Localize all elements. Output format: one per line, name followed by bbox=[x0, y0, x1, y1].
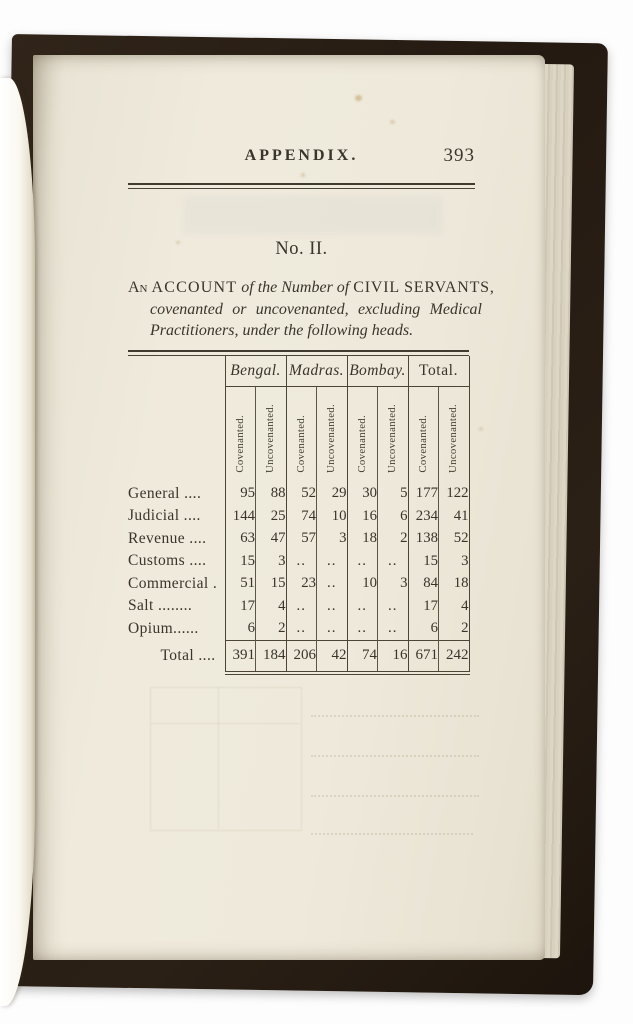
table-cell: 29 bbox=[317, 483, 348, 506]
title-civil-servants: CIVIL SERVANTS, bbox=[353, 279, 495, 296]
table-cell: 3 bbox=[378, 573, 409, 596]
table-cell: 2 bbox=[256, 618, 287, 641]
table-cell: 5 bbox=[378, 483, 409, 506]
total-cell: 391 bbox=[225, 640, 256, 673]
showthrough-leader bbox=[311, 833, 473, 835]
subheader-label: Covenanted. bbox=[355, 415, 368, 473]
table-cell: 74 bbox=[286, 505, 317, 528]
subheader-cell bbox=[256, 386, 287, 483]
subheader-cell bbox=[347, 386, 378, 483]
table-cell: 4 bbox=[439, 595, 470, 618]
title-lead: An bbox=[128, 279, 148, 296]
row-label: Judicial .... bbox=[128, 507, 201, 525]
account-title-line1 bbox=[128, 277, 495, 299]
table-cell: 15 bbox=[256, 573, 287, 596]
total-cell: 206 bbox=[286, 640, 317, 673]
row-label: Salt ........ bbox=[128, 597, 193, 615]
table-cell: 2 bbox=[378, 528, 409, 551]
corner-cell bbox=[128, 386, 225, 483]
table-cell: 122 bbox=[439, 483, 470, 506]
row-label: Customs .... bbox=[128, 552, 207, 570]
table-cell: 3 bbox=[317, 528, 348, 551]
table-cell: 23 bbox=[286, 573, 317, 596]
subheader-cell bbox=[317, 386, 348, 483]
table-cell: 18 bbox=[439, 573, 470, 596]
table-row bbox=[128, 618, 469, 641]
table-cell: 15 bbox=[225, 550, 256, 573]
foxing-spot bbox=[390, 120, 395, 124]
facing-page-edge bbox=[0, 78, 35, 1006]
table-cell: 138 bbox=[408, 528, 439, 551]
subheader-cell bbox=[286, 386, 317, 483]
subheader-label: Covenanted. bbox=[233, 415, 246, 473]
row-label: General .... bbox=[128, 484, 202, 502]
row-label: Commercial . bbox=[128, 574, 218, 592]
subheader-cell bbox=[408, 386, 439, 483]
account-table-wrap bbox=[128, 350, 469, 675]
showthrough-leader bbox=[311, 715, 479, 717]
table-cell: .. bbox=[347, 550, 378, 573]
table-cell: 15 bbox=[408, 550, 439, 573]
table-cell: 95 bbox=[225, 483, 256, 506]
table-cell: 51 bbox=[225, 573, 256, 596]
table-cell: 41 bbox=[439, 505, 470, 528]
table-cell: 3 bbox=[439, 550, 470, 573]
subheader-cell bbox=[439, 386, 470, 483]
table-row bbox=[128, 573, 469, 596]
total-cell: 184 bbox=[256, 640, 287, 673]
table-cell: 6 bbox=[225, 618, 256, 641]
group-madras: Madras. bbox=[286, 356, 347, 387]
table-cell: 47 bbox=[256, 528, 287, 551]
table-cell: .. bbox=[317, 550, 348, 573]
table-cell: 17 bbox=[225, 595, 256, 618]
table-cell: 52 bbox=[286, 483, 317, 506]
table-cell: 57 bbox=[286, 528, 317, 551]
subheader-cell bbox=[225, 386, 256, 483]
table-cell: 17 bbox=[408, 595, 439, 618]
row-label: Revenue .... bbox=[128, 529, 207, 547]
account-table bbox=[128, 356, 470, 675]
total-cell: 242 bbox=[439, 640, 470, 673]
book-page bbox=[33, 55, 545, 960]
table-cell: .. bbox=[378, 595, 409, 618]
page-header bbox=[128, 147, 475, 171]
subheader-cell bbox=[378, 386, 409, 483]
total-row bbox=[128, 640, 469, 673]
table-cell: 177 bbox=[408, 483, 439, 506]
table-cell: 3 bbox=[256, 550, 287, 573]
showthrough-rule bbox=[218, 687, 219, 829]
running-title: APPENDIX. bbox=[244, 147, 359, 164]
table-cell: 52 bbox=[439, 528, 470, 551]
table-cell: 25 bbox=[256, 505, 287, 528]
foxing-spot bbox=[301, 173, 305, 177]
table-row bbox=[128, 550, 469, 573]
table-cell: 4 bbox=[256, 595, 287, 618]
table-cell: 88 bbox=[256, 483, 287, 506]
account-subtitle: covenanted or uncovenanted, excluding Medical Practitioners, under the following heads. bbox=[150, 300, 482, 339]
account-title bbox=[128, 277, 495, 342]
group-total: Total. bbox=[408, 356, 469, 387]
group-header-row bbox=[128, 356, 469, 387]
table-row bbox=[128, 505, 469, 528]
table-cell: .. bbox=[286, 595, 317, 618]
subheader-row bbox=[128, 386, 469, 483]
table-cell: 234 bbox=[408, 505, 439, 528]
table-cell: 10 bbox=[347, 573, 378, 596]
table-cell: .. bbox=[286, 550, 317, 573]
table-cell: .. bbox=[317, 595, 348, 618]
table-cell: 144 bbox=[225, 505, 256, 528]
table-cell: 84 bbox=[408, 573, 439, 596]
table-cell: 6 bbox=[408, 618, 439, 641]
table-cell: .. bbox=[378, 550, 409, 573]
table-cell: 16 bbox=[347, 505, 378, 528]
showthrough-rule bbox=[150, 723, 300, 724]
table-cell: 10 bbox=[317, 505, 348, 528]
row-label: Opium...... bbox=[128, 619, 199, 637]
total-cell: 16 bbox=[378, 640, 409, 673]
total-cell: 74 bbox=[347, 640, 378, 673]
table-cell: .. bbox=[347, 595, 378, 618]
showthrough-text bbox=[183, 195, 443, 235]
table-row bbox=[128, 528, 469, 551]
title-account-word: ACCOUNT bbox=[151, 279, 238, 296]
group-bengal: Bengal. bbox=[225, 356, 286, 387]
subheader-label: Uncovenanted. bbox=[325, 403, 338, 473]
total-label: Total .... bbox=[160, 647, 216, 665]
table-cell: 18 bbox=[347, 528, 378, 551]
table-cell: .. bbox=[347, 618, 378, 641]
corner-cell bbox=[128, 356, 225, 387]
group-bombay: Bombay. bbox=[347, 356, 408, 387]
table-row bbox=[128, 483, 469, 506]
subheader-label: Covenanted. bbox=[294, 415, 307, 473]
section-number: No. II. bbox=[275, 239, 328, 259]
subheader-label: Uncovenanted. bbox=[447, 403, 460, 473]
table-cell: .. bbox=[378, 618, 409, 641]
total-cell: 671 bbox=[408, 640, 439, 673]
table-cell: 2 bbox=[439, 618, 470, 641]
table-cell: 63 bbox=[225, 528, 256, 551]
table-cell: 6 bbox=[378, 505, 409, 528]
showthrough-leader bbox=[311, 755, 479, 757]
subheader-label: Uncovenanted. bbox=[264, 403, 277, 473]
table-cell: .. bbox=[317, 618, 348, 641]
table-row bbox=[128, 595, 469, 618]
title-of-phrase: of the Number of bbox=[241, 279, 350, 296]
showthrough-leader bbox=[311, 795, 479, 797]
table-cell: .. bbox=[286, 618, 317, 641]
foxing-spot bbox=[479, 427, 483, 431]
foxing-spot bbox=[355, 95, 362, 101]
table-cell: 30 bbox=[347, 483, 378, 506]
page-number: 393 bbox=[443, 145, 475, 166]
subheader-label: Uncovenanted. bbox=[386, 403, 399, 473]
table-cell: .. bbox=[317, 573, 348, 596]
subheader-label: Covenanted. bbox=[416, 415, 429, 473]
header-rule bbox=[128, 183, 475, 189]
showthrough-table bbox=[150, 687, 302, 831]
total-cell: 42 bbox=[317, 640, 348, 673]
